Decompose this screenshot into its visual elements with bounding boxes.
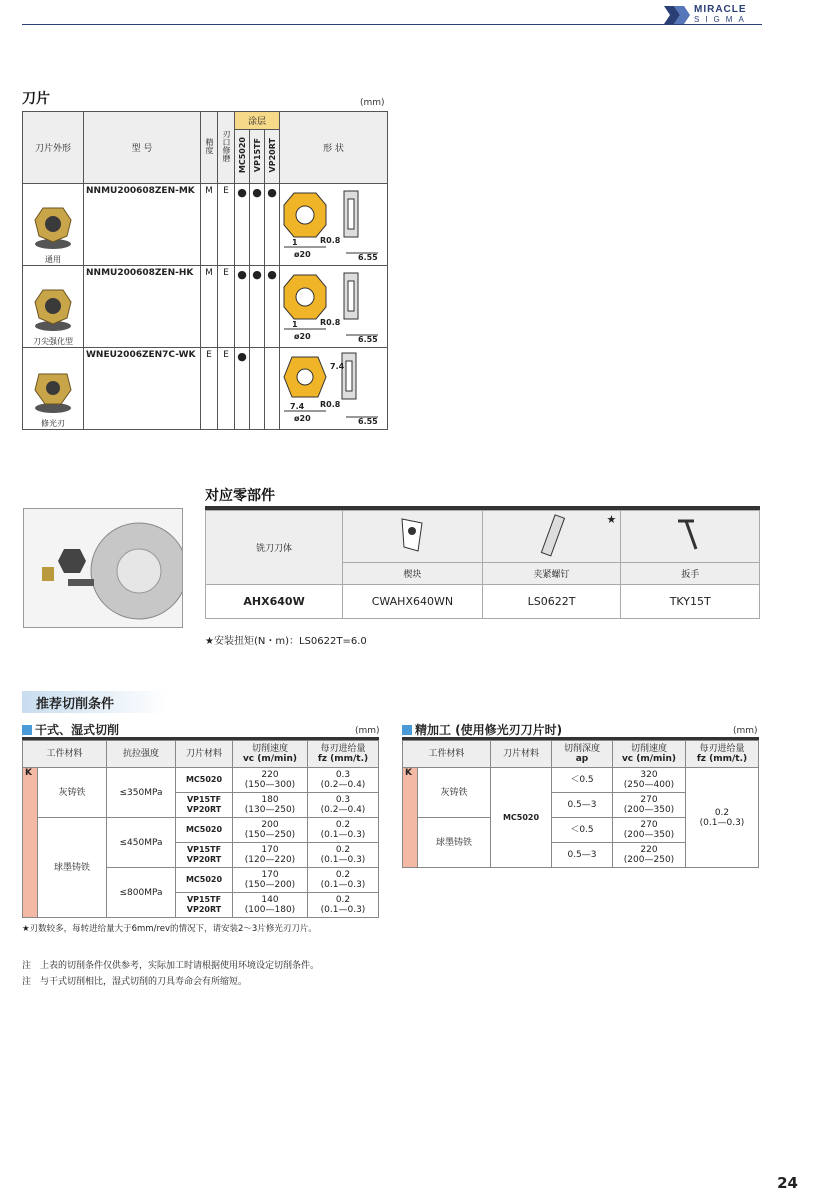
k-class: K — [403, 768, 418, 868]
grade-mc5020: MC5020 — [237, 136, 247, 174]
dry-title-text: 干式、湿式切削 — [35, 723, 120, 737]
hdr-fz-unit: fz (mm/t.) — [317, 754, 369, 764]
blade-unit: (mm) — [360, 98, 385, 108]
k-class: K — [23, 768, 38, 918]
vc-cell: 270 — [640, 820, 658, 830]
model-cell: NNMU200608ZEN-HK — [84, 266, 201, 348]
hdr-grade: 刀片材料 — [491, 741, 552, 768]
vc-range: (150—200) — [244, 880, 296, 890]
clamp-screw-icon — [532, 513, 572, 557]
logo-mark-icon — [664, 4, 694, 26]
grade-mark: ● — [250, 184, 265, 266]
fz-range: (0.2—0.4) — [320, 805, 366, 815]
fz-cell: 0.3 — [335, 795, 351, 805]
torque-star: ★ — [606, 513, 617, 526]
vc-cell: 170 — [261, 870, 279, 880]
grade-mark: ● — [265, 184, 280, 266]
insert-drawing — [280, 184, 388, 266]
grade-mark: ● — [265, 266, 280, 348]
fz-cell: 0.2 — [335, 895, 351, 905]
precision-cell: M — [201, 266, 218, 348]
dim-s: 7.4 — [330, 361, 345, 371]
hdr-workpiece: 工件材料 — [403, 741, 491, 768]
grade-cell: VP15TF VP20RT — [176, 893, 233, 918]
vc-cell: 220 — [261, 770, 279, 780]
insert-shape-icon — [280, 267, 380, 347]
insert-photo-icon — [31, 284, 75, 334]
dim-t: 6.55 — [358, 252, 378, 262]
ap-cell: ＜0.5 — [552, 818, 613, 843]
vc-cell: 270 — [640, 795, 658, 805]
parts-table — [205, 510, 760, 619]
insert-caption: 刀尖强化型 — [33, 337, 73, 346]
table-row — [23, 348, 388, 430]
cutter-photo-icon — [24, 509, 182, 627]
fz-cell: 0.3 — [335, 770, 351, 780]
finish-title-text: 精加工 (使用修光刃刀片时) — [415, 723, 563, 737]
strength-cell: ≤450MPa — [107, 818, 176, 868]
fz-cell: 0.2 — [335, 820, 351, 830]
fz-range: (0.1—0.3) — [320, 905, 366, 915]
wrench-icon — [670, 515, 710, 555]
grade-cell: MC5020 — [176, 818, 233, 843]
header-divider — [22, 24, 762, 25]
logo-line2: SIGMA — [694, 15, 750, 24]
col-form: 形 状 — [280, 112, 388, 184]
insert-caption: 修光刃 — [41, 419, 65, 428]
vc-cell: 180 — [261, 795, 279, 805]
fz-range: (0.1—0.3) — [699, 817, 745, 828]
grade-mark: ● — [235, 184, 250, 266]
logo-line1: MIRACLE — [694, 4, 747, 15]
ap-cell: 0.5—3 — [552, 843, 613, 868]
dim-t: 6.55 — [358, 334, 378, 344]
dim-d: ø20 — [294, 413, 311, 423]
strength-cell: ≤350MPa — [107, 768, 176, 818]
dim-d: ø20 — [294, 331, 311, 341]
hdr-grade: 刀片材料 — [176, 741, 233, 768]
grade-vp20rt: VP20RT — [267, 137, 277, 173]
grade-cell: MC5020 — [491, 768, 552, 868]
grade-mark: ● — [235, 266, 250, 348]
grade-mark: ● — [250, 266, 265, 348]
vc-range: (150—300) — [244, 780, 296, 790]
vc-range: (120—220) — [244, 855, 296, 865]
insert-drawing — [280, 348, 388, 430]
recommend-title: 推荐切削条件 — [36, 697, 115, 712]
hdr-vc-unit: vc (m/min) — [621, 754, 677, 764]
hdr-fz: 每刃进给量 — [699, 744, 745, 754]
precision-cell: M — [201, 184, 218, 266]
fz-cell: 0.2 — [335, 845, 351, 855]
insert-drawing — [280, 266, 388, 348]
insert-photo-icon — [31, 366, 75, 416]
grade-cell: MC5020 — [176, 868, 233, 893]
dim-t: 6.55 — [358, 416, 378, 426]
parts-section-title: 对应零部件 — [205, 488, 275, 504]
square-icon — [22, 725, 32, 735]
col-edge: 刃口修磨 — [222, 130, 231, 162]
hdr-vc-unit: vc (m/min) — [242, 754, 298, 764]
vc-range: (130—250) — [244, 805, 296, 815]
vc-cell: 170 — [261, 845, 279, 855]
insert-photo-icon — [31, 202, 75, 252]
table-row — [23, 184, 388, 266]
dry-unit: (mm) — [355, 726, 380, 736]
col-coating: 涂层 — [235, 112, 280, 130]
hdr-fz-unit: fz (mm/t.) — [696, 754, 748, 764]
fz-cell: 0.2 — [335, 870, 351, 880]
ap-cell: ＜0.5 — [552, 768, 613, 793]
brand-logo — [664, 4, 764, 26]
strength-cell: ≤800MPa — [107, 868, 176, 918]
grade-vp15tf: VP15TF — [252, 137, 262, 173]
hdr-vc: 切削速度 — [251, 744, 288, 754]
fz-range: (0.1—0.3) — [320, 855, 366, 865]
fz-range: (0.1—0.3) — [320, 830, 366, 840]
hdr-fz: 每刃进给量 — [320, 744, 366, 754]
grade-cell: VP15TF VP20RT — [176, 793, 233, 818]
note-1: 注 上表的切削条件仅供参考，实际加工时请根据使用环境设定切削条件。 — [22, 961, 320, 971]
page-number: 24 — [777, 1174, 798, 1192]
dim-r: R0.8 — [320, 317, 341, 327]
grade-mark: ● — [235, 348, 250, 430]
dim-d: ø20 — [294, 249, 311, 259]
material-cell: 灰铸铁 — [38, 768, 107, 818]
dim-r: R0.8 — [320, 399, 341, 409]
finish-cutting-table — [402, 740, 759, 868]
edge-cell: E — [218, 348, 235, 430]
grade-mark — [265, 348, 280, 430]
model-cell: WNEU2006ZEN7C-WK — [84, 348, 201, 430]
dry-cutting-table — [22, 740, 379, 918]
table-row — [23, 266, 388, 348]
screw-model: LS0622T — [482, 585, 621, 619]
material-cell: 球墨铸铁 — [38, 818, 107, 918]
dim-a: 1 — [292, 319, 298, 329]
note-2: 注 与干式切削相比，湿式切削的刀具寿命会有所缩短。 — [22, 977, 248, 987]
hdr-workpiece: 工件材料 — [23, 741, 107, 768]
hdr-ap: 切削深度 — [563, 744, 600, 754]
col-screw: 夹紧螺钉 — [482, 563, 621, 585]
vc-cell: 220 — [640, 845, 658, 855]
hdr-vc: 切削速度 — [630, 744, 667, 754]
dim-a: 1 — [292, 237, 298, 247]
vc-cell: 140 — [261, 895, 279, 905]
grade-cell: VP15TF VP20RT — [176, 843, 233, 868]
dim-r: R0.8 — [320, 235, 341, 245]
col-precision: 精度 — [205, 138, 214, 154]
col-model: 型 号 — [84, 112, 201, 184]
vc-range: (250—400) — [623, 780, 675, 790]
precision-cell: E — [201, 348, 218, 430]
vc-range: (200—250) — [623, 855, 675, 865]
vc-range: (200—350) — [623, 830, 675, 840]
finish-title — [402, 721, 562, 738]
material-cell: 灰铸铁 — [418, 768, 491, 818]
torque-note: ★安装扭矩(N・m)：LS0622T=6.0 — [205, 636, 367, 647]
dry-title — [22, 721, 119, 738]
vc-range: (100—180) — [244, 905, 296, 915]
ap-cell: 0.5—3 — [552, 793, 613, 818]
fz-range: (0.2—0.4) — [320, 780, 366, 790]
insert-shape-icon — [280, 349, 380, 429]
cutter-photo — [23, 508, 183, 628]
vc-cell: 200 — [261, 820, 279, 830]
vc-cell: 320 — [640, 770, 658, 780]
insert-shape-icon — [280, 185, 380, 265]
blade-section-title: 刀片 — [22, 91, 50, 107]
recommend-banner — [22, 691, 167, 713]
edge-cell: E — [218, 266, 235, 348]
dim-a: 7.4 — [290, 401, 305, 411]
grade-mark — [250, 348, 265, 430]
blade-table — [22, 111, 388, 430]
body-model: AHX640W — [206, 585, 343, 619]
model-cell: NNMU200608ZEN-MK — [84, 184, 201, 266]
body-label: 铣刀刀体 — [206, 511, 343, 585]
hdr-ap-unit: ap — [575, 754, 589, 764]
hdr-strength: 抗拉强度 — [107, 741, 176, 768]
fz-range: (0.1—0.3) — [320, 880, 366, 890]
wedge-icon — [392, 515, 432, 555]
material-cell: 球墨铸铁 — [418, 818, 491, 868]
edge-cell: E — [218, 184, 235, 266]
wrench-model: TKY15T — [621, 585, 760, 619]
grade-cell: MC5020 — [176, 768, 233, 793]
vc-range: (150—250) — [244, 830, 296, 840]
col-wrench: 扳手 — [621, 563, 760, 585]
finish-unit: (mm) — [733, 726, 758, 736]
vc-range: (200—350) — [623, 805, 675, 815]
insert-caption: 通用 — [45, 255, 61, 264]
square-icon — [402, 725, 412, 735]
wedge-model: CWAHX640WN — [343, 585, 483, 619]
fz-cell: 0.2 — [714, 807, 730, 818]
col-shape: 刀片外形 — [23, 112, 84, 184]
dry-footnote: ★刃数较多，每转进给量大于6mm/rev的情况下，请安装2〜3片修光刃刀片。 — [22, 924, 317, 934]
col-wedge: 楔块 — [343, 563, 483, 585]
